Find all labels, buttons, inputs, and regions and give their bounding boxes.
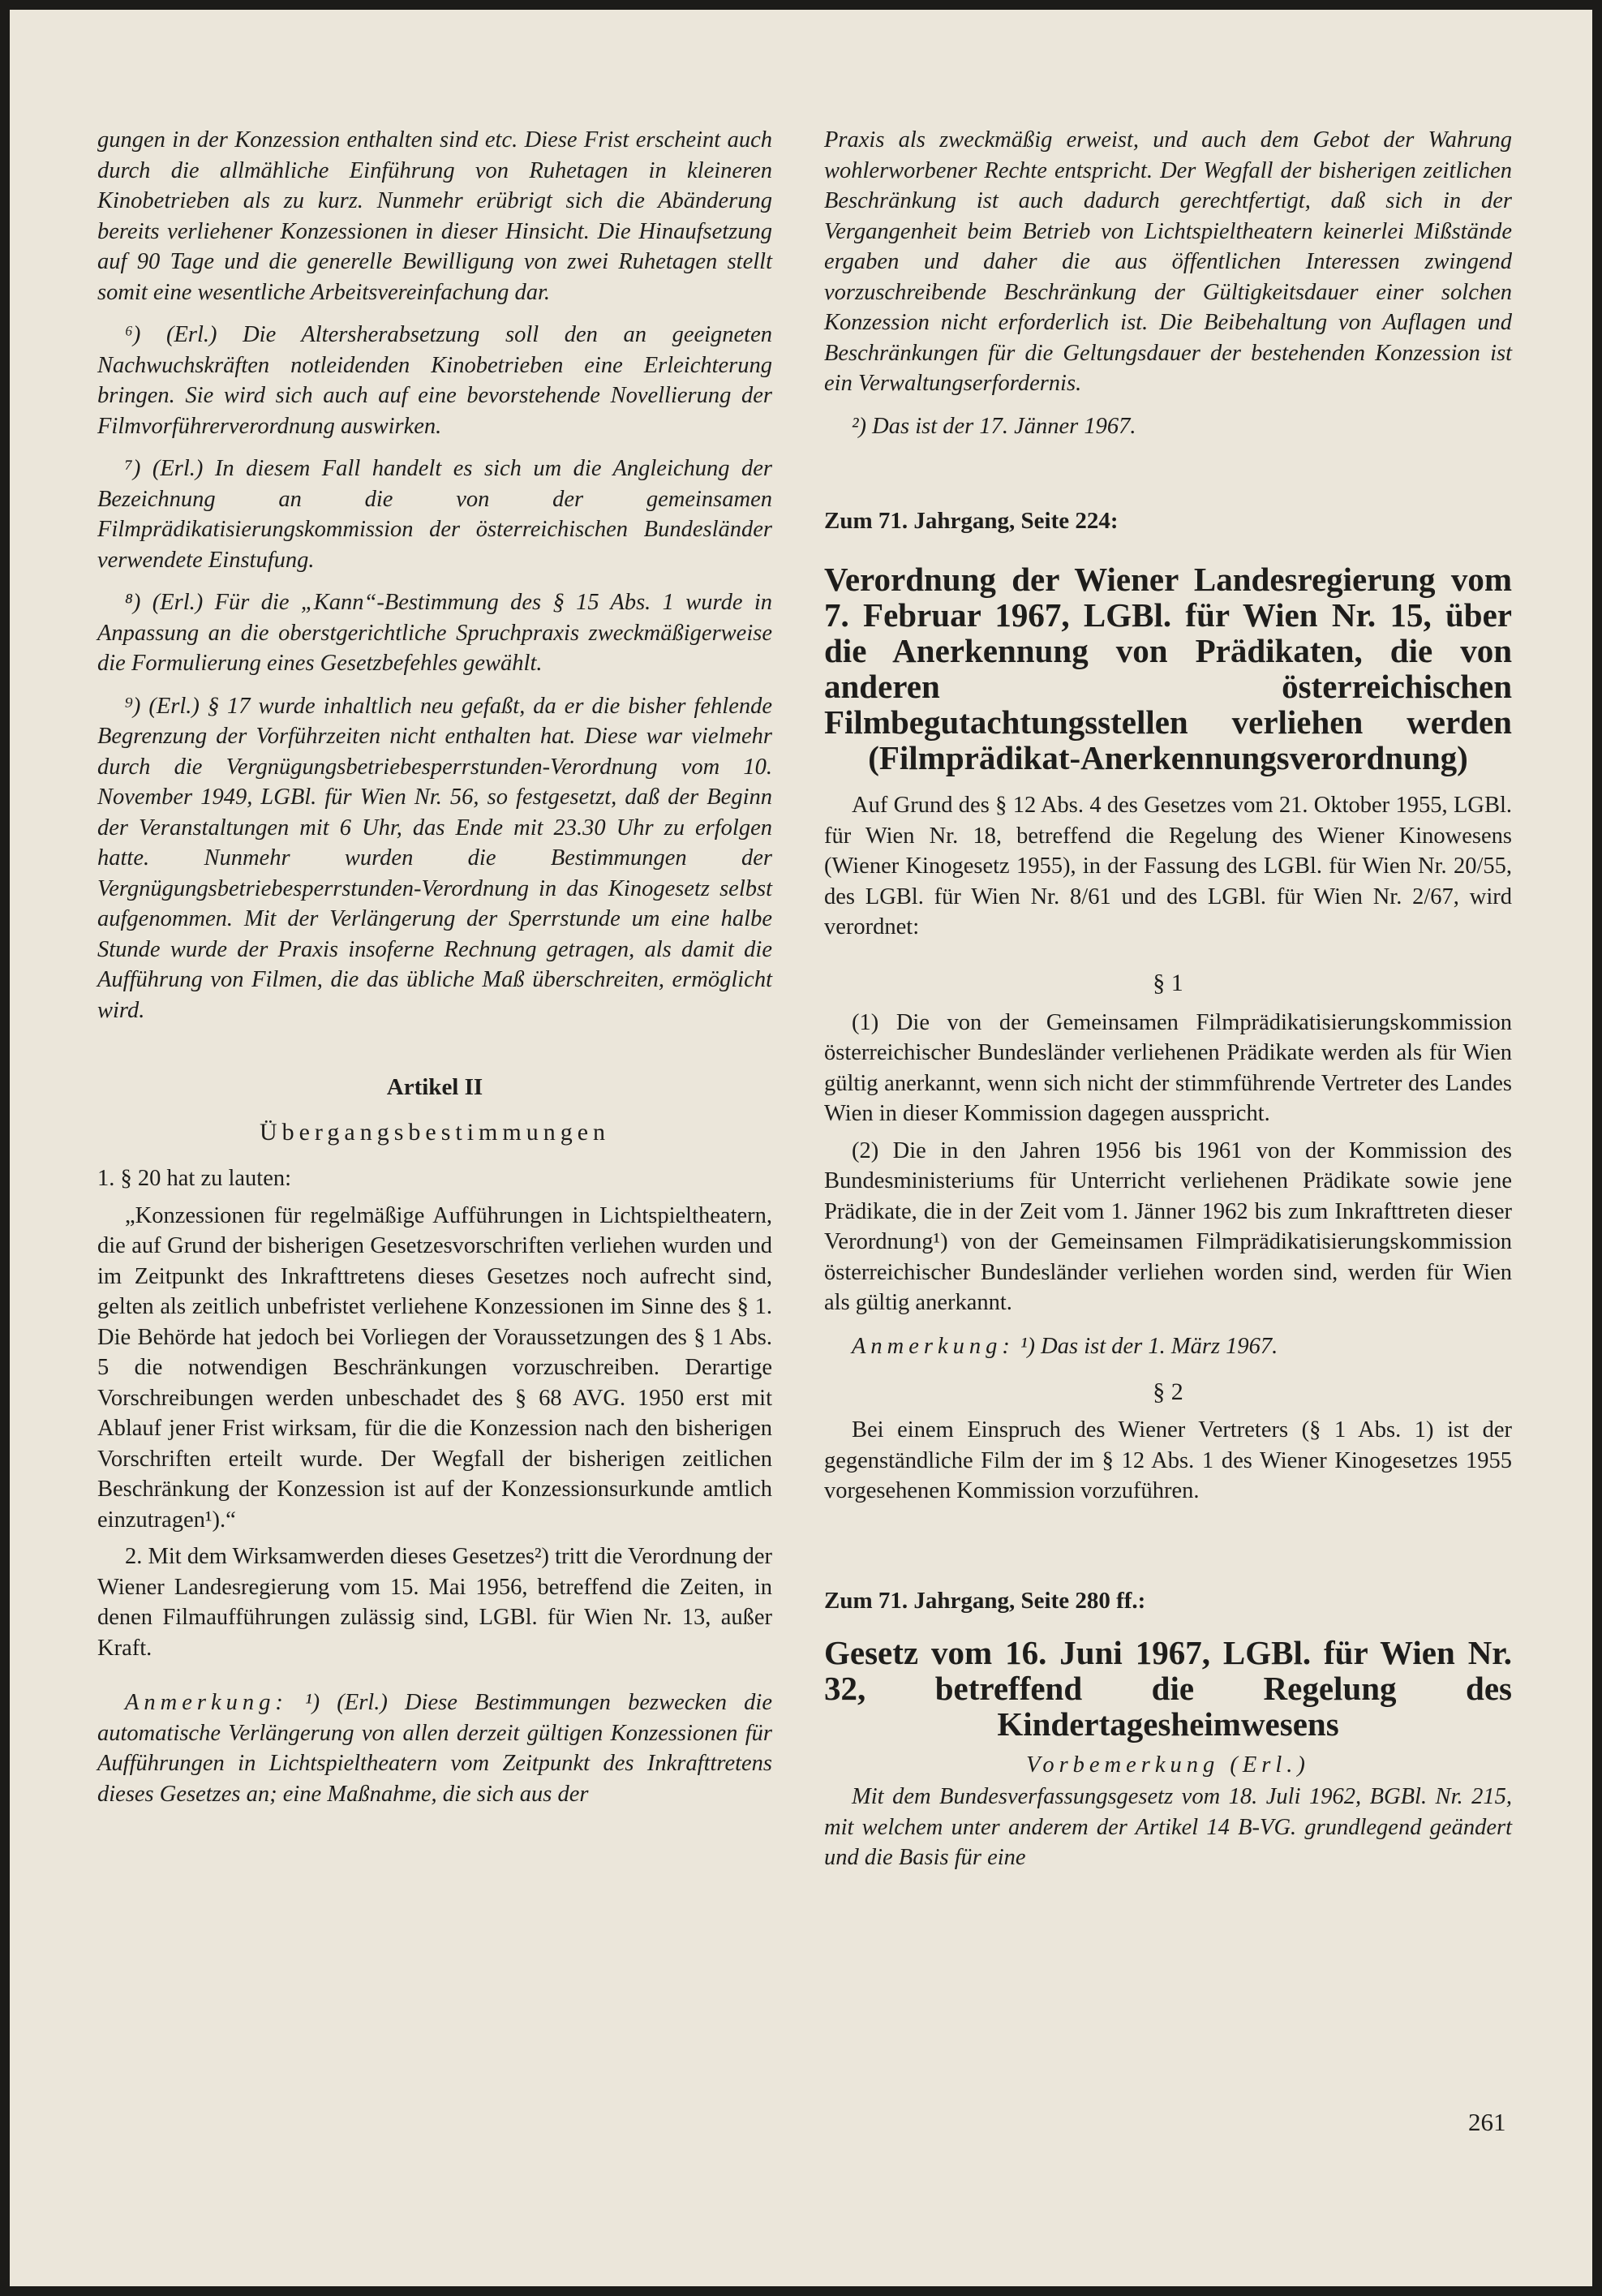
annotation-label: Anmerkung: [125,1690,288,1715]
annotation-text: ¹) (Erl.) Diese Bestimmungen bezwecken die automatische Verlängerung von allen derzeit gültigen Konzessionen für Aufführungen in Lichtspieltheatern vom Zeitpunkt des Inkrafttretens dieses Gesetzes an; eine Maßnahme, die sich aus der [97,1690,772,1807]
footnote-8: ⁸) (Erl.) Für die „Kann“-Bestimmung des § 15 Abs. 1 wurde in Anpassung an die oberstgerichtliche Spruchpraxis zweckmäßigerweise die Formulierung eines Gesetzbefehles gewählt. [97,590,772,676]
section-reference: Zum 71. Jahrgang, Seite 224: [824,508,1119,534]
footnote-7: ⁷) (Erl.) In diesem Fall handelt es sich um die Angleichung der Bezeichnung an die von der gemeinsamen Filmprädikatisierungskommission der österreichischen Bundesländer verwendete Einstufung. [97,456,772,573]
law-title: Gesetz vom 16. Juni 1967, LGBl. für Wien Nr. 32, betreffend die Regelung des Kindertagesheimwesens [824,1633,1512,1743]
annotation-text: ¹) Das ist der 1. März 1967. [1014,1333,1278,1359]
paragraph: gungen in der Konzession enthalten sind etc. Diese Frist erscheint auch durch die allmähliche Einführung von Ruhetagen in kleineren Kinobetrieben als zu kurz. Nunmehr erübrigt sich die Abänderung bereits verliehener Konzessionen in dieser Hinsicht. Die Hinaufsetzung auf 90 Tage und die generelle Bewilligung von zwei Ruhetagen stellt somit eine wesentliche Arbeitsvereinfachung dar. [97,127,772,305]
paragraph: Mit dem Bundesverfassungsgesetz vom 18. Juli 1962, BGBl. Nr. 215, mit welchem unter anderem der Artikel 14 B-VG. grundlegend geändert und die Basis für eine [824,1784,1512,1870]
annotation-label: Anmerkung: [852,1333,1015,1359]
footnote-6: ⁶) (Erl.) Die Altersherabsetzung soll den an geeigneten Nachwuchskräften notleidenden Kinobetrieben eine Erleichterung bringen. Sie wird sich auch auf eine bevorstehende Novellierung der Filmvorführerverordnung auswirken. [97,322,772,439]
ordinance-title: Verordnung der Wiener Landesregierung vom 7. Februar 1967, LGBl. für Wien Nr. 15, über die Anerkennung von Prädikaten, die von anderen österreichischen Filmbegutachtungsstellen verliehen werden (Filmprädikat-Anerkennungsverordnung) [824,561,1512,776]
section-subheading: Übergangsbestimmungen [259,1119,611,1146]
left-column [97,125,772,1809]
paragraph-number-1: § 1 [1153,969,1183,996]
document-page [10,10,1592,2286]
section-reference: Zum 71. Jahrgang, Seite 280 ff.: [824,1587,1146,1614]
paragraph: 2. Mit dem Wirksamwerden dieses Gesetzes²) tritt die Verordnung der Wiener Landesregierung vom 15. Mai 1956, betreffend die Zeiten, in denen Filmaufführungen zulässig sind, LGBl. für Wien Nr. 13, außer Kraft. [97,1544,772,1661]
paragraph-number-2: § 2 [1153,1378,1183,1405]
subsection-1: (1) Die von der Gemeinsamen Filmprädikatisierungskommission österreichischer Bundesländer verliehenen Prädikate werden als für Wien gültig anerkannt, wenn sich nicht der stimmführende Vertreter des Landes Wien in dieser Kommission dagegen ausspricht. [824,1009,1512,1126]
footnote-9: ⁹) (Erl.) § 17 wurde inhaltlich neu gefaßt, da er die bisher fehlende Begrenzung der Vorführzeiten nicht enthalten hat. Diese war vielmehr durch die Vergnügungsbetriebesperrstunden-Verordnung vom 10. November 1949, LGBl. für Wien Nr. 56, so festgesetzt, daß der Beginn der Veranstaltungen mit 6 Uhr, das Ende mit 23.30 Uhr zu erfolgen hatte. Nunmehr wurden die Bestimmungen der Vergnügungsbetriebesperrstunden-Verordnung in das Kinogesetz selbst aufgenommen. Mit der Verlängerung der Sperrstunde um eine halbe Stunde wurde der Praxis insoferne Rechnung getragen, als damit die Aufführung von Filmen, die das übliche Maß überschreiten, ermöglicht wird. [97,693,772,1023]
page-number: 261 [1468,2108,1506,2136]
paragraph: 1. § 20 hat zu lauten: [97,1166,292,1191]
subsection-2: (2) Die in den Jahren 1956 bis 1961 von der Kommission des Bundesministeriums für Unterricht verliehenen Prädikate sowie jene Prädikate, die in der Zeit vom 1. Jänner 1962 bis zum Inkrafttreten dieser Verordnung¹) von der Gemeinsamen Filmprädikatisierungskommission österreichischer Bundesländer verliehen worden sind, werden für Wien als gültig anerkannt. [824,1137,1512,1315]
paragraph: Praxis als zweckmäßig erweist, und auch dem Gebot der Wahrung wohlerworbener Rechte entspricht. Der Wegfall der bisherigen zeitlichen Beschränkung ist auch dadurch gerechtfertigt, daß sich in der Vergangenheit beim Betrieb von Lichtspieltheatern keinerlei Mißstände ergaben und daher die aus öffentlichen Interessen zwingend vorzuschreibende Beschränkung der Gültigkeitsdauer einer solchen Konzession nicht erforderlich ist. Die Beibehaltung von Auflagen und Beschränkungen für die Geltungsdauer der bestehenden Konzession ist ein Verwaltungserfordernis. [824,127,1512,396]
quoted-paragraph: „Konzessionen für regelmäßige Aufführungen in Lichtspieltheatern, die auf Grund der bisherigen Gesetzesvorschriften verliehen wurden und im Zeitpunkt des Inkrafttretens dieses Gesetzes noch aufrecht sind, gelten als zeitlich unbefristet verliehene Konzessionen im Sinne des § 1. Die Behörde hat jedoch bei Vorliegen der Voraussetzungen des § 1 Abs. 5 die notwendigen Beschränkungen vorzuschreiben. Derartige Vorschreibungen werden unbeschadet des § 68 AVG. 1950 erst mit Ablauf jener Frist wirksam, für die die Konzession nach den bisherigen Vorschriften erteilt wurde. Der Wegfall der bisherigen zeitlichen Beschränkung der Konzession ist auf der Konzessionsurkunde amtlich einzutragen¹).“ [97,1202,772,1533]
article-heading: Artikel II [386,1074,483,1100]
right-column [824,125,1512,1873]
paragraph: Bei einem Einspruch des Wiener Vertreters (§ 1 Abs. 1) ist der gegenständliche Film der im § 12 Abs. 1 des Wiener Kinogesetzes 1955 vorgesehenen Kommission vorzuführen. [824,1417,1512,1503]
preamble: Auf Grund des § 12 Abs. 4 des Gesetzes vom 21. Oktober 1955, LGBl. für Wien Nr. 18, betreffend die Regelung des Wiener Kinowesens (Wiener Kinogesetz 1955), in der Fassung des LGBl. für Wien Nr. 20/55, des LGBl. für Wien Nr. 8/61 und des LGBl. für Wien Nr. 2/67, wird verordnet: [824,793,1512,939]
preliminary-remark-heading: Vorbemerkung (Erl.) [1026,1752,1310,1778]
annotation [97,1688,772,1809]
annotation [824,1331,1512,1362]
footnote-2: ²) Das ist der 17. Jänner 1967. [852,413,1136,439]
